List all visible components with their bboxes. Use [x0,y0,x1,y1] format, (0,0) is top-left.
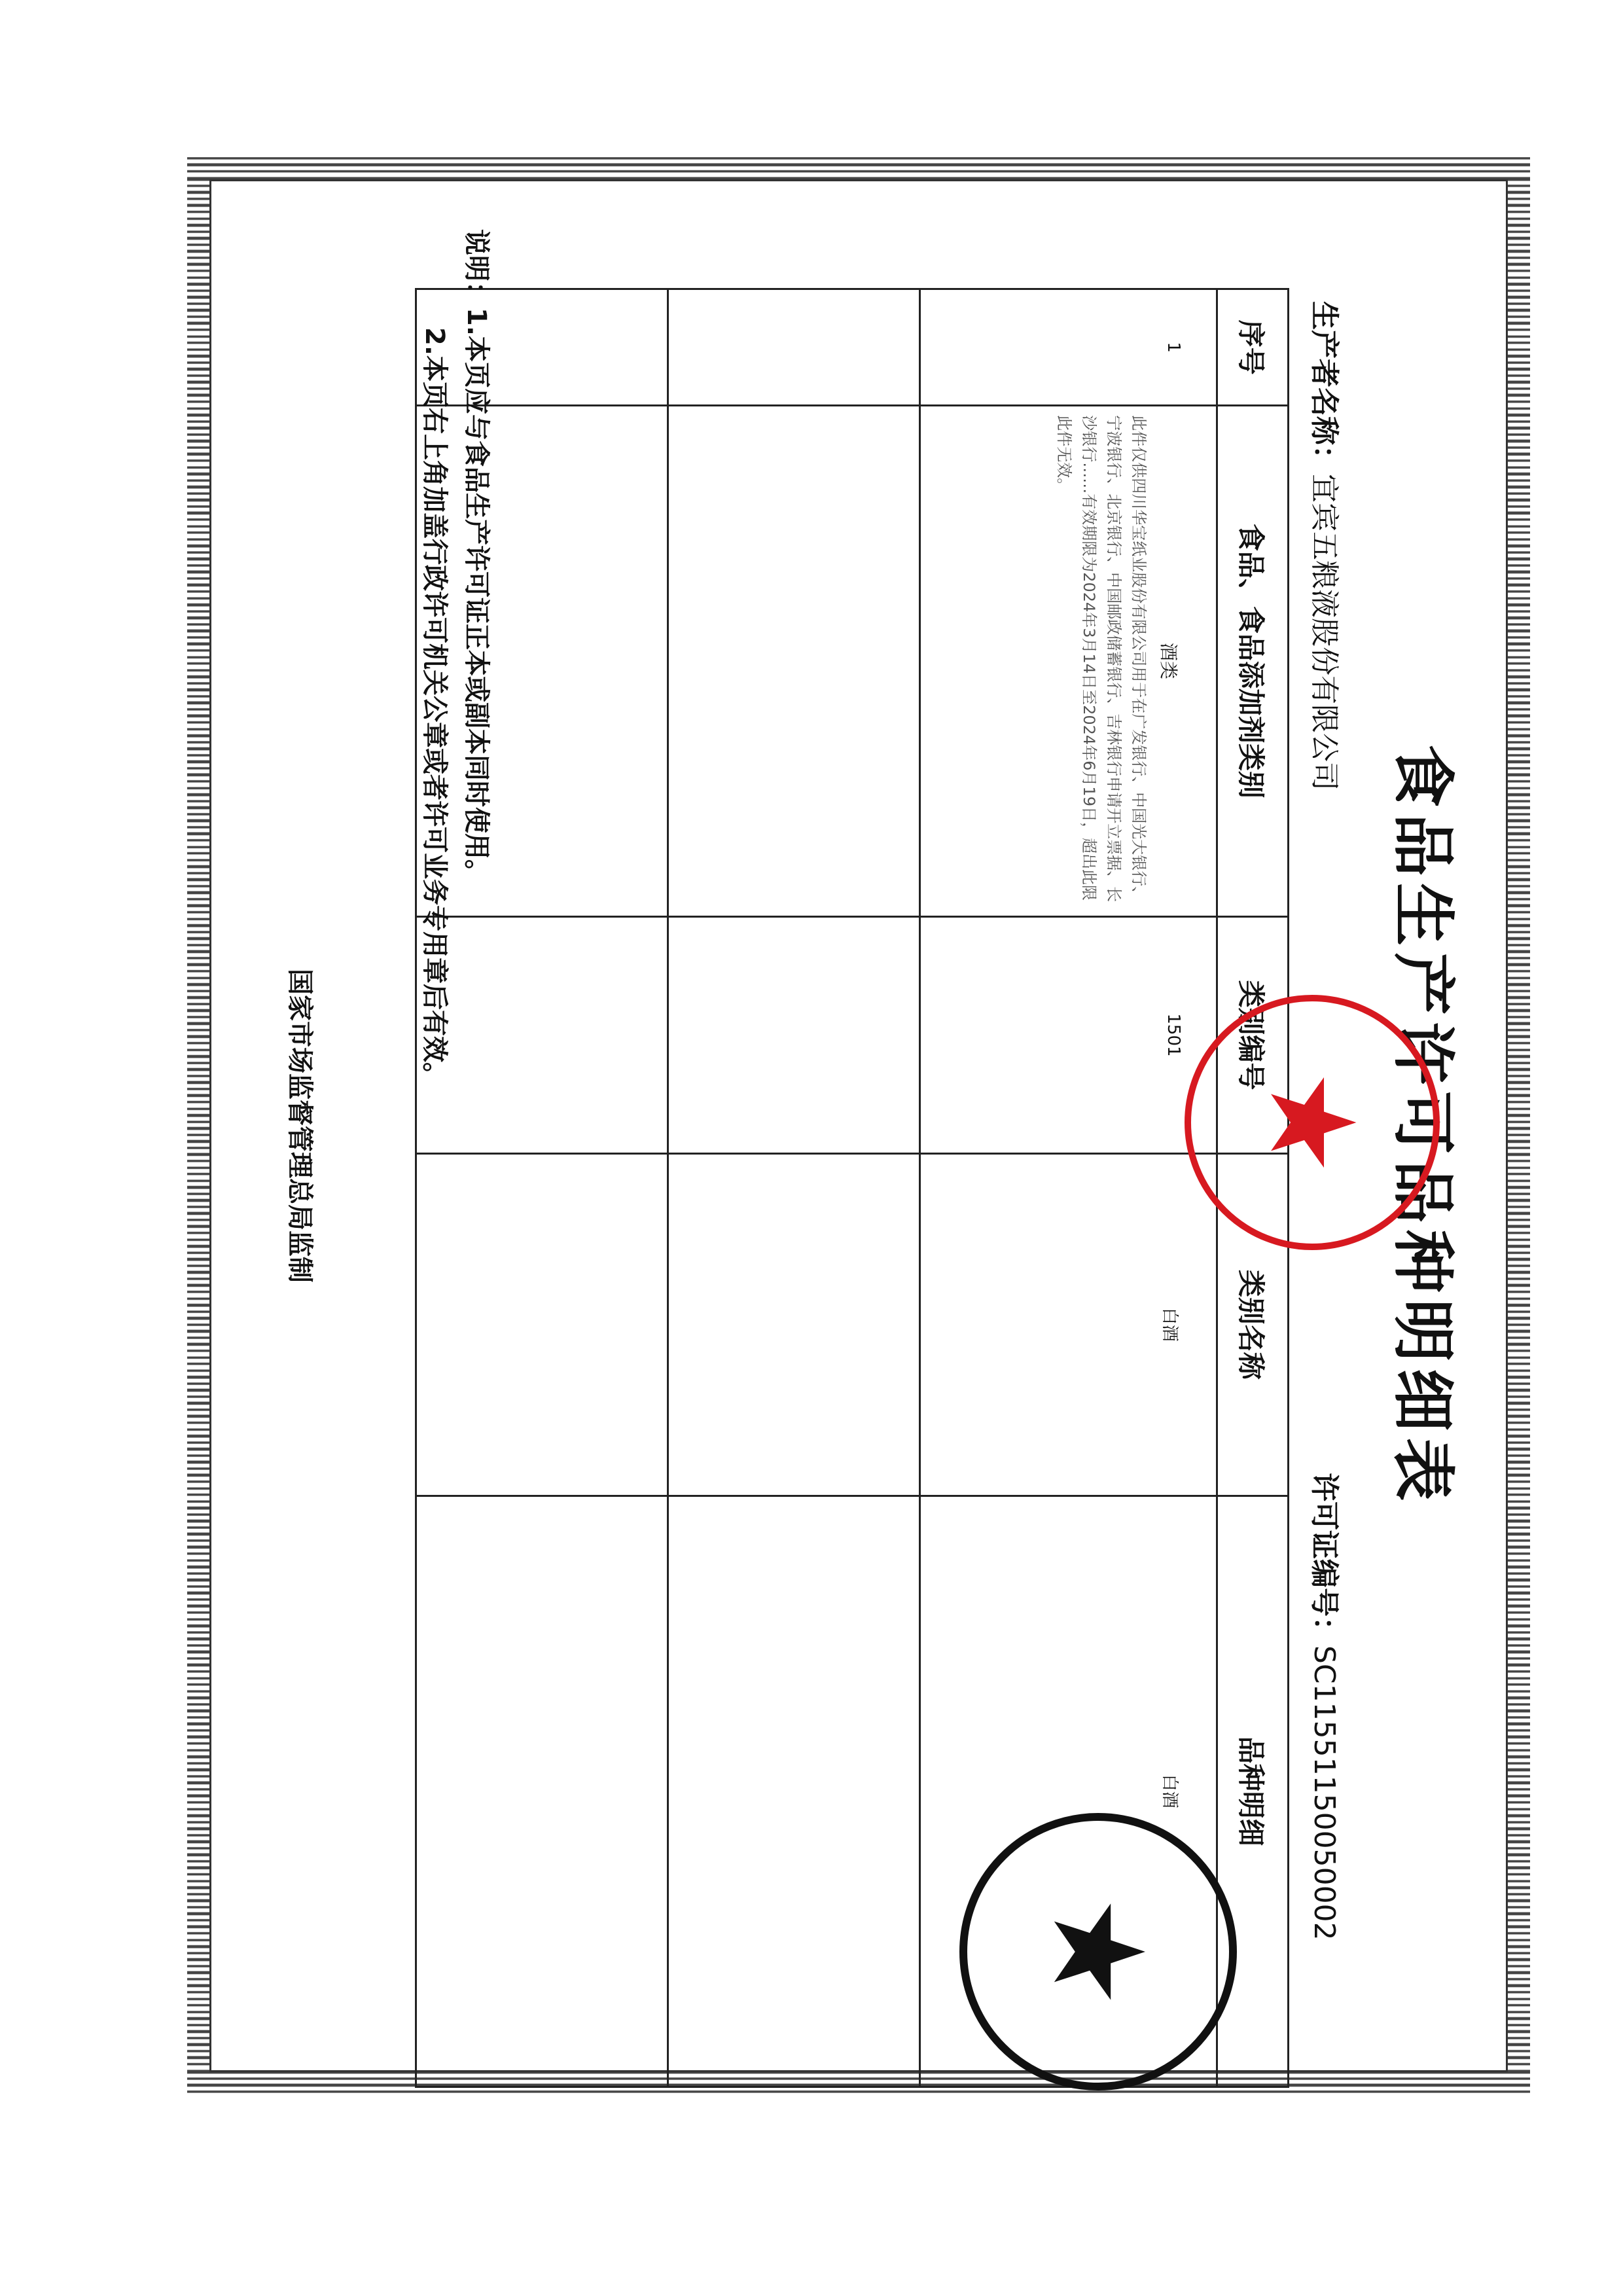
header-detail: 品种明细 [1217,1496,1289,2087]
cell-name: 白酒 [920,1154,1217,1496]
explanation-line-1: 说明：1.本页应与食品生产许可证正本或副本同时使用。 [461,229,491,886]
explanation-line-2: 2.本页右上角加盖行政许可机关公章或者许可业务专用章后有效。 [419,327,450,1089]
header-category: 食品、食品添加剂类别 [1217,406,1289,916]
cell-empty [668,1496,920,2087]
explanation [414,229,497,1088]
star-icon [1263,1073,1361,1172]
license-value: SC11551150050002 [1308,1645,1341,1941]
cell-empty [668,1154,920,1496]
cell-code: 1501 [920,916,1217,1154]
producer-line [1306,301,1348,791]
star-icon [1046,1899,1150,2004]
license-label: 许可证编号： [1308,1473,1341,1645]
header-code: 类别编号 [1217,916,1289,1154]
cell-no: 1 [920,289,1217,406]
variety-table [415,288,1289,2088]
footer-issuer: 国家市场监督管理总局监制 [285,969,315,1283]
license-line [1306,1473,1348,1941]
authority-seal [959,1813,1237,2090]
producer-label: 生产者名称： [1308,301,1341,474]
cell-category-text: 酒类 [1158,642,1179,679]
header-name: 类别名称 [1217,1154,1289,1496]
document-title: 食品生产许可品种明细表 [1386,744,1460,1507]
cell-detail: 白酒 [920,1496,1217,2087]
header-no: 序号 [1217,289,1289,406]
cell-empty [416,1154,668,1496]
cell-empty [668,916,920,1154]
cell-empty [416,1496,668,2087]
table-row [668,289,920,2087]
cell-category [920,406,1217,916]
producer-value: 宜宾五粮液股份有限公司 [1308,474,1341,791]
handwritten-note: 此件仅供四川华宝纸业股份有限公司用于在广发银行、中国光大银行、宁波银行、北京银行、中国邮政储蓄银行、吉林银行申请开立票据、长沙银行……有效期限为2024年3月14日至2024年6月19日，超出此限此件无效。 [1055,415,1148,903]
cell-empty [668,406,920,916]
cell-empty [668,289,920,406]
company-seal [1185,995,1440,1250]
landscape-form [209,177,1512,2075]
